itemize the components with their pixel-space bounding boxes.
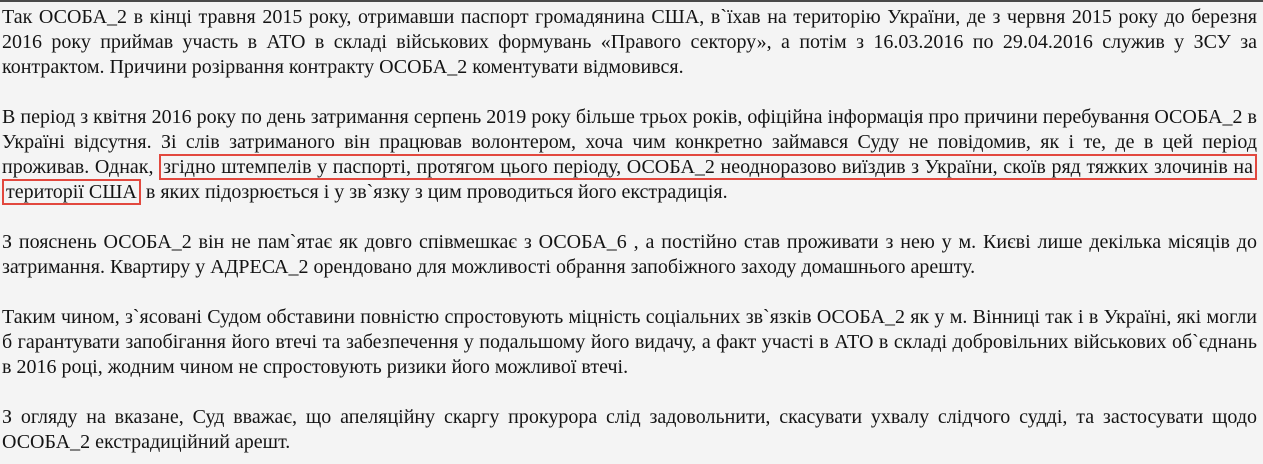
highlighted-text-segment: згідно штемпелів у паспорті, протягом цього періоду, ОСОБА_2 неодноразово виїздив з України, скоїв ряд тяжких злочинів на території США [2, 154, 1257, 205]
text-segment: З пояснень ОСОБА_2 він не пам`ятає як довго співмешкає з ОСОБА_6 , а постійно став проживати з нею у м. Києві лише декілька місяців до затримання. Квартиру у АДРЕСА_2 орендовано для можливості обрання запобіжного заходу домашнього арешту. [2, 231, 1257, 278]
paragraph [2, 230, 1257, 280]
paragraph [2, 405, 1257, 455]
text-segment: Таким чином, з`ясовані Судом обставини повністю спростовують міцність соціальних зв`язків ОСОБА_2 як у м. Вінниці так і в Україні, які могли б гарантувати запобігання його втечі та забезпечення у подальшому його видачу, а факт участі в АТО в складі добровільних військових об`єднань в 2016 році, жодним чином не спростовують ризики його можливої втечі. [2, 306, 1257, 378]
text-segment: в яких підозрюється і у зв`язку з цим проводиться його екстрадиція. [140, 181, 728, 203]
court-decision-text [0, 2, 1263, 464]
text-segment: З огляду на вказане, Суд вважає, що апеляційну скаргу прокурора слід задовольнити, скасувати ухвалу слідчого судді, та застосувати щодо ОСОБА_2 екстрадиційний арешт. [2, 406, 1257, 453]
paragraph [2, 5, 1257, 80]
paragraph [2, 105, 1257, 205]
paragraph [2, 305, 1257, 380]
text-segment: Так ОСОБА_2 в кінці травня 2015 року, отримавши паспорт громадянина США, в`їхав на територію України, де з червня 2015 року до березня 2016 року приймав участь в АТО в складі військових формувань «Правого сектору», а потім з 16.03.2016 по 29.04.2016 служив у ЗСУ за контрактом. Причини розірвання контракту ОСОБА_2 коментувати відмовився. [2, 6, 1257, 78]
paragraphs [2, 5, 1257, 455]
text-segment: В період з квітня 2016 року по день затримання серпень 2019 року більше трьох років, офіційна інформація про причини перебування ОСОБА_2 в Україні відсутня. Зі слів затриманого він працював волонтером, хоча чим конкретно займався Суду не повідомив, як і те, де в цей період проживав. Однак, [2, 106, 1257, 178]
